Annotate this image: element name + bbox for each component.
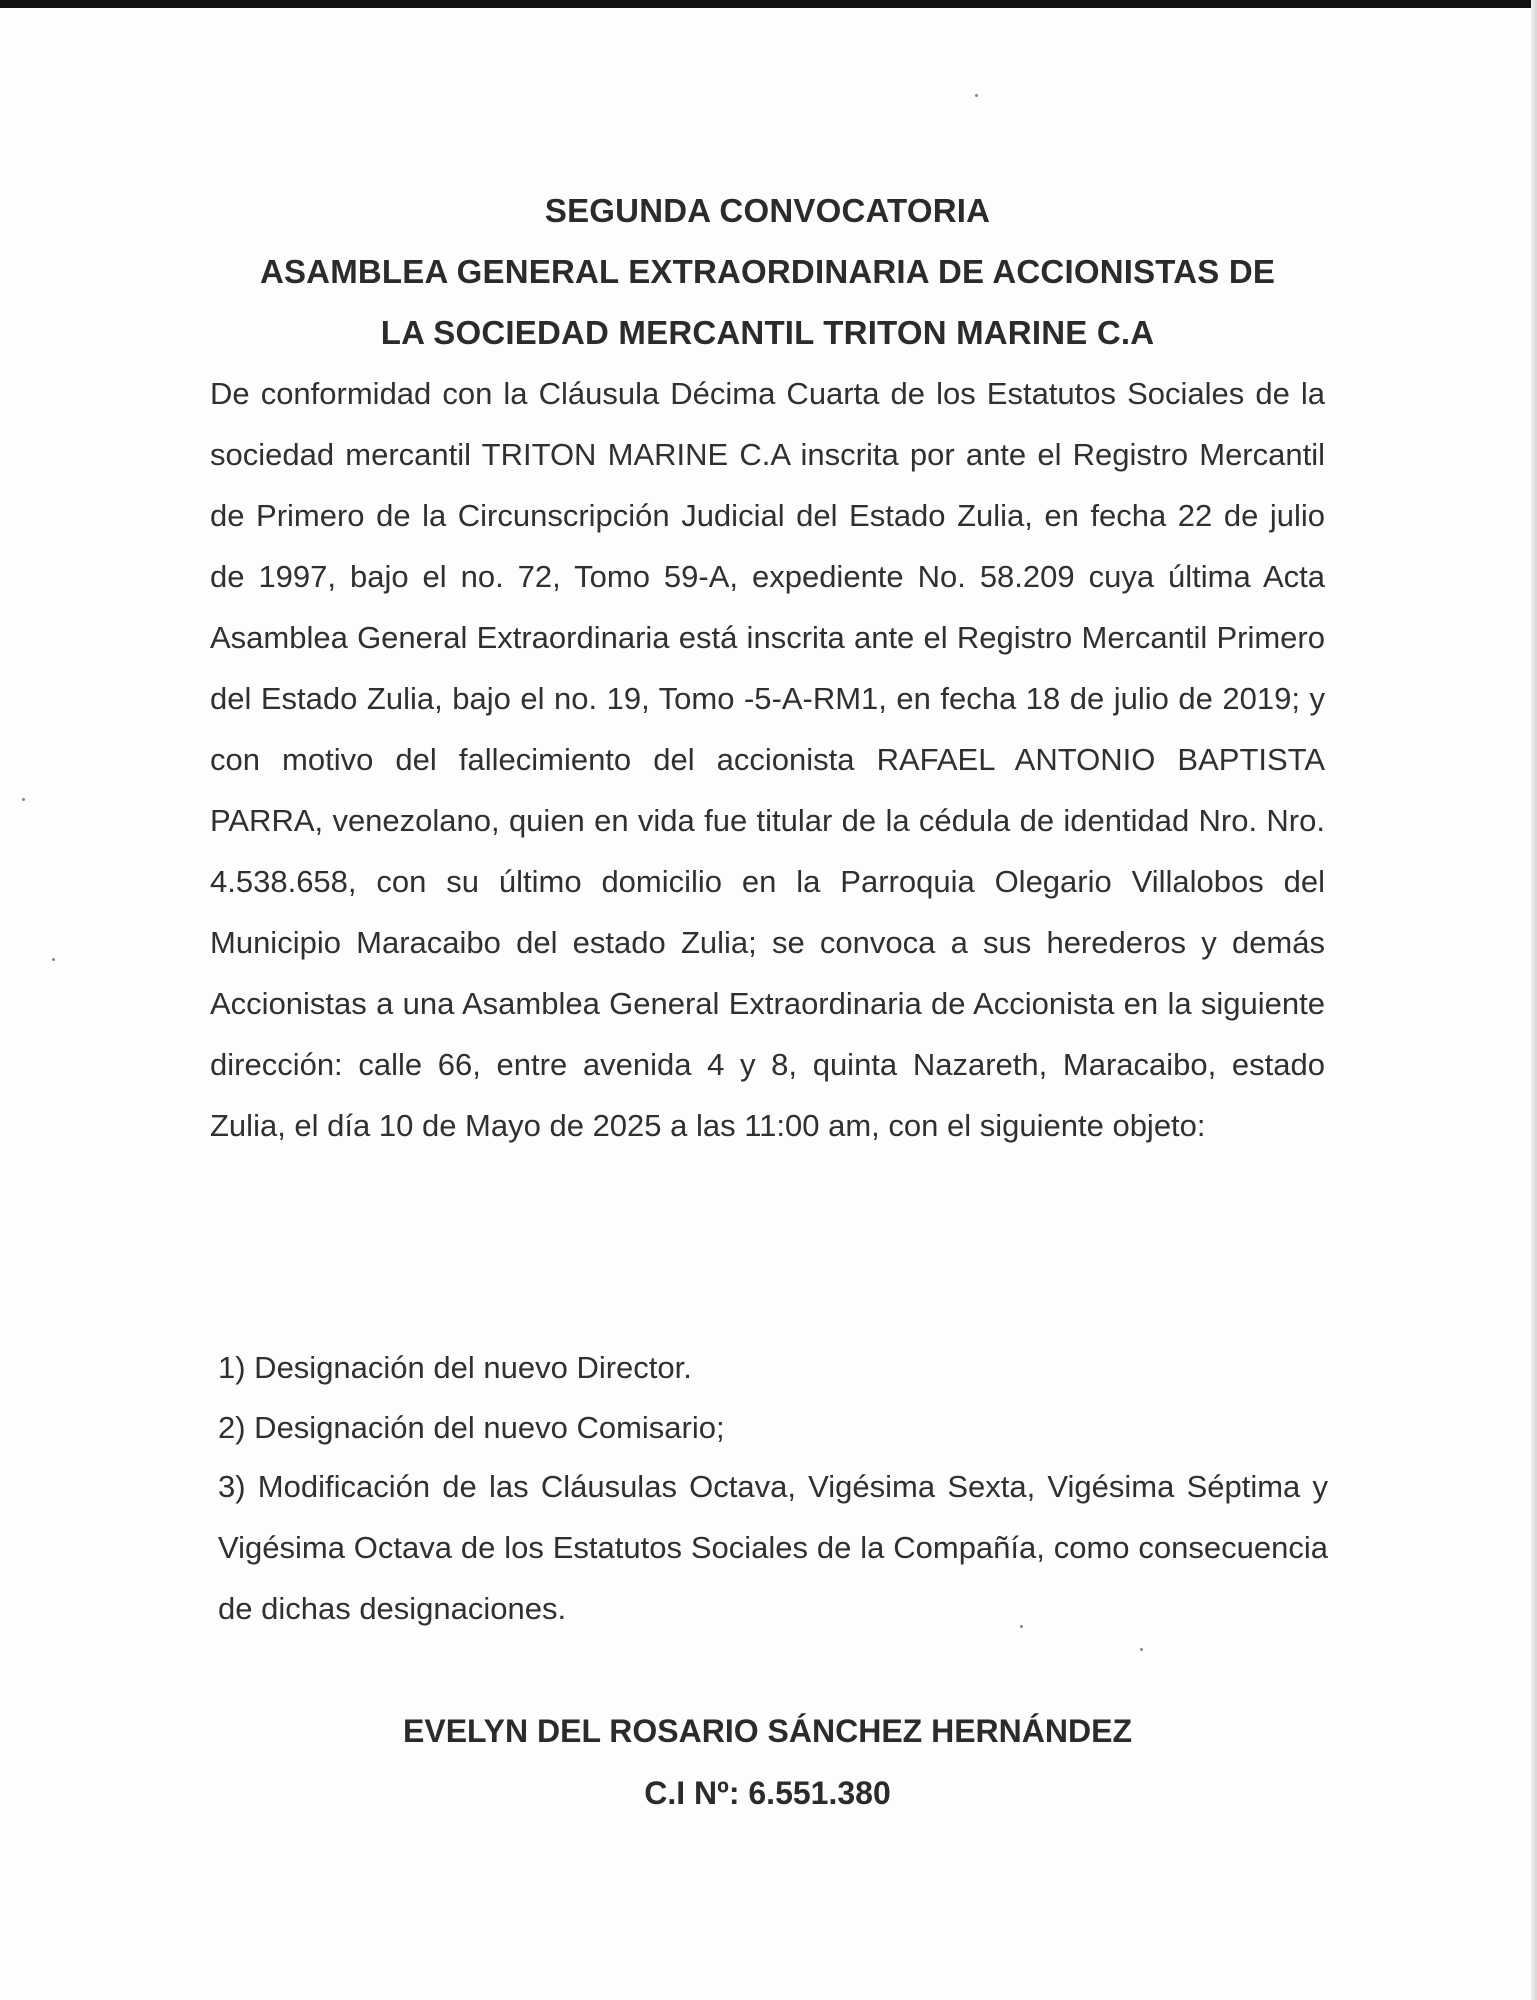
scan-speck (52, 958, 55, 961)
assembly-title: ASAMBLEA GENERAL EXTRAORDINARIA DE ACCIONISTAS DE (259, 253, 1276, 290)
scan-speck (22, 798, 25, 801)
agenda-item: 3) Modificación de las Cláusulas Octava, Vigésima Sexta, Vigésima Séptima y Vigésima Octava de los Estatutos Sociales de la Compañía, como consecuencia de dichas designaciones. (218, 1469, 1328, 1626)
signature-block (200, 1700, 1335, 1824)
company-title: LA SOCIEDAD MERCANTIL TRITON MARINE C.A (380, 314, 1155, 351)
agenda-item: 2) Designación del nuevo Comisario; (218, 1410, 725, 1445)
convocation-title: SEGUNDA CONVOCATORIA (544, 192, 991, 229)
signatory-name: EVELYN DEL ROSARIO SÁNCHEZ HERNÁNDEZ (403, 1713, 1132, 1749)
document-header (200, 180, 1335, 363)
scan-right-edge (1531, 0, 1537, 2000)
scan-top-edge (0, 0, 1537, 8)
signatory-id: C.I Nº: 6.551.380 (644, 1775, 891, 1811)
scan-speck (1140, 1648, 1143, 1651)
agenda-item: 1) Designación del nuevo Director. (218, 1350, 692, 1385)
scan-speck (975, 94, 978, 97)
body-paragraph: De conformidad con la Cláusula Décima Cuarta de los Estatutos Sociales de la sociedad mercantil TRITON MARINE C.A inscrita por ante el Registro Mercantil de Primero de la Circunscripción Judicial del Estado Zulia, en fecha 22 de julio de 1997, bajo el no. 72, Tomo 59-A, expediente No. 58.209 cuya última Acta Asamblea General Extraordinaria está inscrita ante el Registro Mercantil Primero del Estado Zulia, bajo el no. 19, Tomo -5-A-RM1, en fecha 18 de julio de 2019; y con motivo del fallecimiento del accionista RAFAEL ANTONIO BAPTISTA PARRA, venezolano, quien en vida fue titular de la cédula de identidad Nro. Nro. 4.538.658, con su último domicilio en la Parroquia Olegario Villalobos del Municipio Maracaibo del estado Zulia; se convoca a sus herederos y demás Accionistas a una Asamblea General Extraordinaria de Accionista en la siguiente dirección: calle 66, entre avenida 4 y 8, quinta Nazareth, Maracaibo, estado Zulia, el día 10 de Mayo de 2025 a las 11:00 am, con el siguiente objeto: (210, 376, 1325, 1143)
